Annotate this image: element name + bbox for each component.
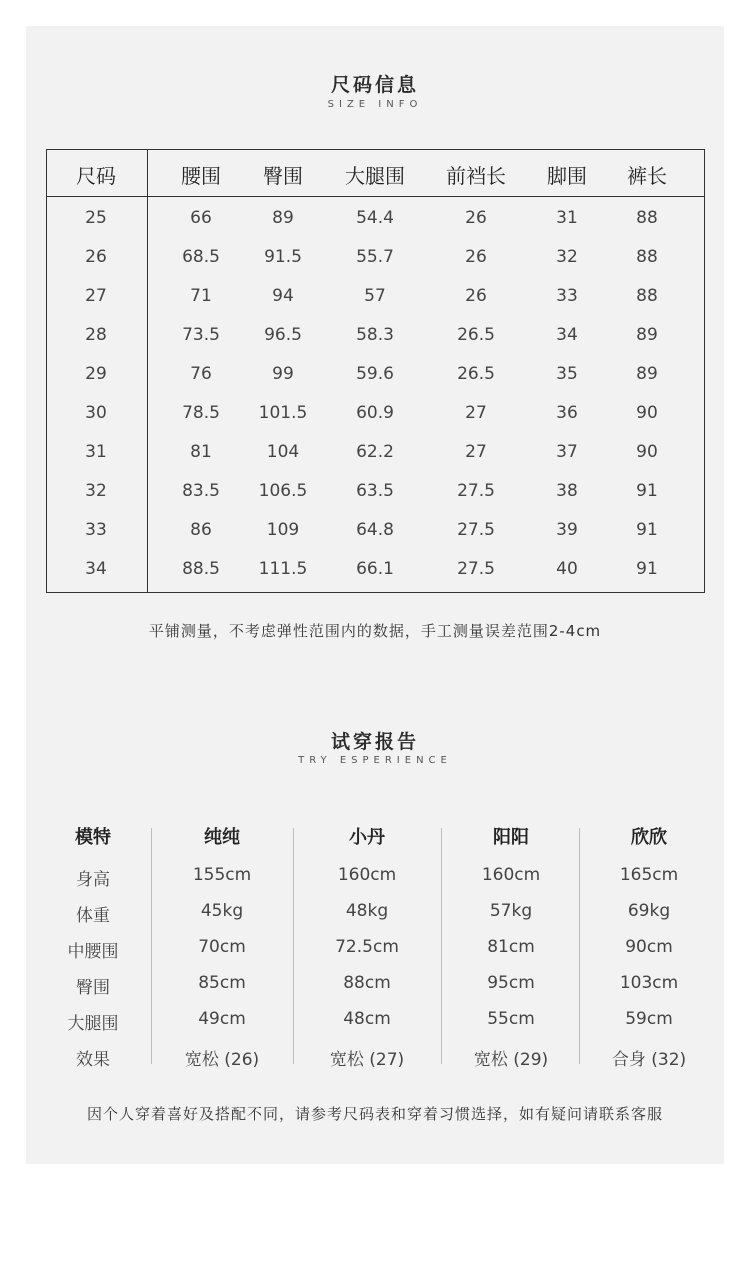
size-table-cell: 86 <box>190 520 212 540</box>
size-table-cell: 28 <box>85 325 107 345</box>
size-table-cell: 26 <box>85 247 107 267</box>
size-table-cell: 29 <box>85 364 107 384</box>
size-table-cell: 27 <box>85 286 107 306</box>
try-header-cell: 模特 <box>75 827 111 848</box>
column-divider <box>293 828 294 1064</box>
try-table-cell: 57kg <box>489 901 533 921</box>
size-info-subtitle: SIZE INFO <box>327 99 423 110</box>
size-header-cell: 脚围 <box>547 164 587 188</box>
size-table-cell: 58.3 <box>356 325 394 345</box>
try-header-cell: 小丹 <box>349 827 385 848</box>
size-table-cell: 73.5 <box>182 325 220 345</box>
size-table-cell: 88 <box>636 286 658 306</box>
size-info-title: 尺码信息 <box>330 74 419 96</box>
try-table-cell: 95cm <box>487 973 535 993</box>
size-table-cell: 106.5 <box>258 481 308 501</box>
try-table-cell: 69kg <box>627 901 671 921</box>
size-table-cell: 81 <box>190 442 212 462</box>
size-table-cell: 109 <box>266 520 300 540</box>
try-header-cell: 欣欣 <box>631 827 667 848</box>
try-table-cell: 48cm <box>343 1009 391 1029</box>
try-table-cell: 48kg <box>345 901 389 921</box>
size-table-cell: 26 <box>465 247 487 267</box>
size-table-cell: 26.5 <box>457 364 495 384</box>
size-table-cell: 26.5 <box>457 325 495 345</box>
size-header-cell: 大腿围 <box>345 164 405 188</box>
size-table-cell: 59.6 <box>356 364 394 384</box>
size-header-cell: 前裆长 <box>446 164 506 188</box>
size-table-cell: 38 <box>556 481 578 501</box>
size-table-cell: 36 <box>556 403 578 423</box>
size-table-cell: 31 <box>556 208 578 228</box>
size-table-cell: 37 <box>556 442 578 462</box>
try-table-cell: 88cm <box>343 973 391 993</box>
try-table-cell: 160cm <box>481 865 541 885</box>
size-table-cell: 89 <box>636 364 658 384</box>
try-table-cell: 45kg <box>200 901 244 921</box>
size-table-cell: 89 <box>272 208 294 228</box>
try-header-cell: 阳阳 <box>493 827 529 848</box>
size-header-cell: 尺码 <box>76 164 116 188</box>
try-table-cell: 宽松 (26) <box>184 1050 260 1070</box>
size-table-cell: 32 <box>85 481 107 501</box>
try-row-label: 大腿围 <box>67 1014 119 1034</box>
try-table-cell: 55cm <box>487 1009 535 1029</box>
try-table-cell: 70cm <box>198 937 246 957</box>
size-table-cell: 27.5 <box>457 520 495 540</box>
size-table-cell: 89 <box>636 325 658 345</box>
size-table-cell: 33 <box>556 286 578 306</box>
size-table-cell: 55.7 <box>356 247 394 267</box>
size-table-cell: 78.5 <box>182 403 220 423</box>
size-table-cell: 91 <box>636 520 658 540</box>
size-table-cell: 71 <box>190 286 212 306</box>
size-table-cell: 34 <box>85 559 107 579</box>
size-table-cell: 66.1 <box>356 559 394 579</box>
size-header-cell: 腰围 <box>181 164 221 188</box>
column-divider <box>441 828 442 1064</box>
size-table-cell: 32 <box>556 247 578 267</box>
size-table-cell: 64.8 <box>356 520 394 540</box>
try-table-cell: 49cm <box>198 1009 246 1029</box>
size-table-cell: 91 <box>636 559 658 579</box>
size-table-cell: 35 <box>556 364 578 384</box>
try-table-cell: 90cm <box>625 937 673 957</box>
size-table-cell: 88.5 <box>182 559 220 579</box>
size-table-cell: 26 <box>465 286 487 306</box>
try-table-cell: 165cm <box>619 865 679 885</box>
size-table-cell: 90 <box>636 442 658 462</box>
size-table-cell: 27 <box>465 403 487 423</box>
try-report-note: 因个人穿着喜好及搭配不同，请参考尺码表和穿着习惯选择，如有疑问请联系客服 <box>86 1105 663 1123</box>
size-table-cell: 27.5 <box>457 559 495 579</box>
try-table-cell: 85cm <box>198 973 246 993</box>
size-table-cell: 63.5 <box>356 481 394 501</box>
size-table-cell: 39 <box>556 520 578 540</box>
size-header-cell: 裤长 <box>627 164 667 188</box>
try-row-label: 中腰围 <box>67 942 119 962</box>
size-table-cell: 60.9 <box>356 403 394 423</box>
size-table-cell: 99 <box>272 364 294 384</box>
size-table-cell: 88 <box>636 208 658 228</box>
size-table-cell: 31 <box>85 442 107 462</box>
size-header-cell: 臀围 <box>263 164 303 188</box>
try-table-cell: 合身 (32) <box>611 1050 687 1070</box>
size-table-cell: 96.5 <box>264 325 302 345</box>
size-table-cell: 83.5 <box>182 481 220 501</box>
size-table-cell: 111.5 <box>258 559 308 579</box>
try-table-cell: 宽松 (27) <box>329 1050 405 1070</box>
size-table-cell: 94 <box>272 286 294 306</box>
size-table-cell: 57 <box>364 286 386 306</box>
try-report-title: 试穿报告 <box>330 731 419 753</box>
try-table-cell: 160cm <box>337 865 397 885</box>
size-table-cell: 40 <box>556 559 578 579</box>
size-table-cell: 90 <box>636 403 658 423</box>
size-table-cell: 88 <box>636 247 658 267</box>
try-table-cell: 59cm <box>625 1009 673 1029</box>
try-row-label: 效果 <box>76 1050 110 1070</box>
try-table-cell: 81cm <box>487 937 535 957</box>
size-table-cell: 27 <box>465 442 487 462</box>
size-table-cell: 104 <box>266 442 300 462</box>
try-row-label: 身高 <box>76 870 110 890</box>
size-table-cell: 101.5 <box>258 403 308 423</box>
try-row-label: 臀围 <box>76 978 110 998</box>
try-row-label: 体重 <box>76 906 110 926</box>
column-divider <box>151 828 152 1064</box>
size-table-cell: 91.5 <box>264 247 302 267</box>
try-table-cell: 宽松 (29) <box>473 1050 549 1070</box>
size-info-note: 平铺测量，不考虑弹性范围内的数据，手工测量误差范围2-4cm <box>148 622 602 640</box>
size-table-cell: 66 <box>190 208 212 228</box>
size-table-cell: 34 <box>556 325 578 345</box>
try-header-cell: 纯纯 <box>204 827 240 848</box>
size-table-cell: 54.4 <box>356 208 394 228</box>
size-table-cell: 62.2 <box>356 442 394 462</box>
column-divider <box>579 828 580 1064</box>
size-table-cell: 27.5 <box>457 481 495 501</box>
size-table-cell: 30 <box>85 403 107 423</box>
size-table-cell: 91 <box>636 481 658 501</box>
size-table-cell: 26 <box>465 208 487 228</box>
size-table-cell: 76 <box>190 364 212 384</box>
try-table-cell: 72.5cm <box>335 937 399 957</box>
size-table-cell: 25 <box>85 208 107 228</box>
size-table-cell: 68.5 <box>182 247 220 267</box>
size-table-cell: 33 <box>85 520 107 540</box>
try-table-cell: 155cm <box>192 865 252 885</box>
try-table-cell: 103cm <box>619 973 679 993</box>
try-report-subtitle: TRY ESPERIENCE <box>298 755 452 766</box>
